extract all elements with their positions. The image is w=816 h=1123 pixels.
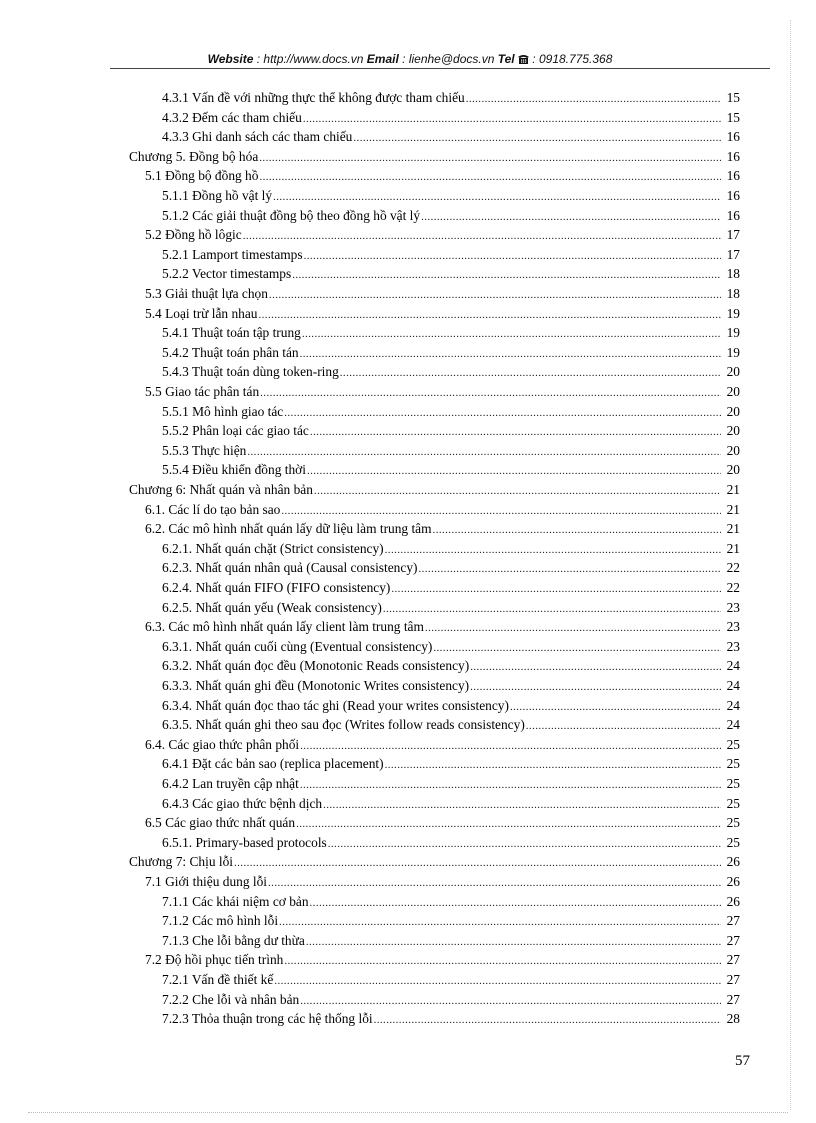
toc-entry-title: 6.4.3 Các giao thức bệnh dịch	[162, 795, 323, 811]
toc-entry-page: 23	[726, 619, 740, 635]
toc-entry-title: 6.3.4. Nhất quán đọc thao tác ghi (Read your writes consistency)	[162, 697, 509, 713]
toc-entry-page: 24	[726, 678, 740, 693]
toc-entry	[162, 264, 740, 284]
toc-entry-page: 24	[726, 697, 740, 713]
toc-entry	[162, 598, 740, 618]
toc-entry-page: 27	[726, 991, 740, 1007]
toc-entry-title: 5.4.1 Thuật toán tập trung	[162, 325, 301, 341]
toc-entry-page: 17	[726, 227, 740, 243]
header-divider	[110, 68, 770, 69]
toc-entry-title: 4.3.3 Ghi danh sách các tham chiếu	[162, 129, 353, 145]
toc-entry-title: 4.3.1 Vấn đề với những thực thể không được tham chiếu	[162, 90, 465, 105]
toc-entry-page: 27	[726, 952, 740, 968]
toc-entry-title: 7.1.1 Các khái niệm cơ bản	[162, 893, 309, 909]
toc-entry-page: 26	[726, 874, 740, 889]
toc-entry	[162, 794, 740, 814]
toc-entry-page: 25	[726, 756, 740, 772]
toc-entry-title: 6.3.3. Nhất quán ghi đều (Monotonic Writes consistency)	[162, 678, 470, 693]
toc-entry-title: 7.2 Độ hồi phục tiến trình	[145, 952, 284, 968]
toc-entry-page: 23	[726, 599, 740, 615]
toc-entry	[162, 343, 740, 363]
toc-entry-title: 7.1.3 Che lỗi bằng dư thừa	[162, 932, 305, 948]
toc-entry-title: 5.5 Giao tác phân tán	[145, 384, 260, 399]
page-number: 57	[735, 1053, 750, 1069]
toc-entry	[162, 108, 740, 128]
toc-entry-page: 24	[726, 658, 740, 674]
toc-entry-title: 6.4.1 Đặt các bản sao (replica placement)	[162, 756, 384, 772]
toc-entry-page: 15	[726, 109, 740, 125]
toc-entry	[162, 558, 740, 578]
toc-entry-title: 6.5.1. Primary-based protocols	[162, 834, 327, 850]
toc-entry	[162, 186, 740, 206]
toc-entry	[162, 833, 740, 853]
toc-entry	[145, 519, 740, 539]
toc-entry-page: 21	[726, 540, 740, 556]
toc-entry	[162, 323, 740, 343]
toc-entry	[129, 147, 740, 167]
toc-entry	[162, 970, 740, 990]
email-value: : lienhe@docs.vn	[398, 52, 498, 66]
toc-entry	[129, 480, 740, 500]
toc-entry	[162, 656, 740, 676]
toc-entry-title: 5.2.1 Lamport timestamps	[162, 246, 303, 262]
toc-entry-page: 15	[726, 90, 740, 105]
toc-entry-page: 22	[726, 580, 740, 595]
toc-entry	[162, 206, 740, 226]
toc-entry-page: 19	[726, 305, 740, 321]
toc-entry-title: 6.2.3. Nhất quán nhân quả (Causal consistency)	[162, 560, 418, 576]
toc-entry-page: 21	[726, 501, 740, 517]
toc-entry-page: 21	[726, 521, 740, 537]
toc-entry-title: 7.2.2 Che lỗi và nhân bản	[162, 991, 300, 1007]
toc-entry	[162, 676, 740, 696]
toc-entry-page: 28	[726, 1011, 740, 1027]
toc-entry-title: 5.1.1 Đồng hồ vật lý	[162, 188, 273, 203]
toc-entry-title: 6.3.5. Nhất quán ghi theo sau đọc (Writes follow reads consistency)	[162, 717, 525, 733]
toc-entry-page: 20	[726, 364, 740, 380]
toc-entry-title: 5.2 Đồng hồ lôgic	[145, 227, 242, 243]
toc-entry-page: 16	[726, 129, 740, 145]
toc-entry-title: 6.5 Các giao thức nhất quán	[145, 815, 296, 831]
toc-entry	[129, 852, 740, 872]
toc-entry-page: 27	[726, 913, 740, 929]
toc-entry-title: 7.1.2 Các mô hình lỗi	[162, 913, 279, 929]
toc-entry-title: 5.3 Giải thuật lựa chọn	[145, 286, 268, 301]
toc-entry-title: 6.3.2. Nhất quán đọc đều (Monotonic Reads consistency)	[162, 658, 470, 674]
toc-entry-page: 27	[726, 932, 740, 948]
toc-entry-page: 20	[726, 423, 740, 439]
website-label: Website	[207, 52, 254, 66]
toc-entry-title: 5.1 Đồng bộ đồng hồ	[145, 168, 259, 184]
toc-entry-title: 4.3.2 Đếm các tham chiếu	[162, 109, 302, 125]
toc-entry-title: 6.2. Các mô hình nhất quán lấy dữ liệu làm trung tâm	[145, 521, 432, 537]
toc-entry	[162, 578, 740, 598]
toc-entry	[145, 284, 740, 304]
toc-entry	[162, 892, 740, 912]
toc-entry-page: 20	[726, 403, 740, 419]
toc-entry-title: 6.4.2 Lan truyền cập nhật	[162, 776, 299, 791]
toc-entry-title: 5.5.3 Thực hiện	[162, 442, 247, 458]
toc-entry	[145, 950, 740, 970]
toc-entry-title: Chương 5. Đồng bộ hóa	[129, 148, 259, 164]
toc-entry-title: 7.2.3 Thỏa thuận trong các hệ thống lỗi	[162, 1011, 373, 1027]
phone-icon	[518, 54, 529, 64]
tel-value: : 0918.775.368	[528, 52, 613, 66]
toc-entry	[162, 911, 740, 931]
toc-entry-title: 5.1.2 Các giải thuật đồng bộ theo đồng hồ vật lý	[162, 207, 421, 223]
toc-entry	[162, 754, 740, 774]
toc-entry-page: 20	[726, 384, 740, 399]
toc-entry-page: 27	[726, 972, 740, 987]
toc-entry-page: 16	[726, 207, 740, 223]
toc-entry-page: 22	[726, 560, 740, 576]
toc-entry	[162, 539, 740, 559]
website-value: : http://www.docs.vn	[253, 52, 367, 66]
toc-entry-page: 16	[726, 148, 740, 164]
toc-entry	[145, 225, 740, 245]
toc-entry	[162, 245, 740, 265]
toc-entry-title: 7.2.1 Vấn đề thiết kế	[162, 972, 274, 987]
toc-entry-page: 19	[726, 344, 740, 360]
toc-entry	[162, 1009, 740, 1029]
toc-entry-page: 25	[726, 834, 740, 850]
toc-entry-title: 6.1. Các lí do tạo bản sao	[145, 501, 281, 517]
bottom-divider	[28, 1112, 788, 1113]
toc-entry-title: 5.4.3 Thuật toán dùng token-ring	[162, 364, 339, 380]
toc-entry-page: 21	[726, 482, 740, 497]
toc-entry	[145, 382, 740, 402]
toc-entry	[145, 166, 740, 186]
toc-entry	[162, 441, 740, 461]
toc-entry-page: 24	[726, 717, 740, 733]
toc-entry	[162, 637, 740, 657]
toc-entry-title: 5.2.2 Vector timestamps	[162, 266, 292, 282]
toc-entry-page: 16	[726, 188, 740, 203]
toc-entry	[162, 362, 740, 382]
toc-entry	[162, 931, 740, 951]
toc-entry-title: 6.2.5. Nhất quán yếu (Weak consistency)	[162, 599, 382, 615]
toc-entry-page: 25	[726, 776, 740, 791]
toc-entry-page: 20	[726, 442, 740, 458]
tel-label: Tel	[497, 52, 515, 66]
toc-entry	[145, 735, 740, 755]
page-header	[110, 52, 710, 68]
toc-entry-title: Chương 7: Chịu lỗi	[129, 854, 233, 870]
toc-entry-page: 19	[726, 325, 740, 341]
toc-entry	[145, 872, 740, 892]
toc-entry	[162, 990, 740, 1010]
toc-entry-title: 6.4. Các giao thức phân phối	[145, 736, 300, 752]
toc-entry-title: 5.5.2 Phân loại các giao tác	[162, 423, 309, 439]
toc-entry	[162, 696, 740, 716]
toc-leader-dots	[374, 1011, 721, 1031]
toc-entry	[145, 304, 740, 324]
toc-entry-page: 17	[726, 246, 740, 262]
toc-entry	[162, 421, 740, 441]
toc-entry	[145, 617, 740, 637]
toc-entry-title: 7.1 Giới thiệu dung lỗi	[145, 874, 268, 889]
toc-entry-title: 5.4 Loại trừ lẫn nhau	[145, 305, 258, 321]
toc-entry	[162, 88, 740, 108]
toc-entry	[162, 402, 740, 422]
toc-entry-title: 6.2.4. Nhất quán FIFO (FIFO consistency)	[162, 580, 391, 595]
toc-entry-page: 25	[726, 795, 740, 811]
toc-entry-page: 26	[726, 893, 740, 909]
toc-entry	[162, 715, 740, 735]
toc-entry-page: 25	[726, 815, 740, 831]
toc-entry-title: 6.3.1. Nhất quán cuối cùng (Eventual consistency)	[162, 638, 433, 654]
toc-entry	[145, 813, 740, 833]
toc-entry-page: 16	[726, 168, 740, 184]
toc-entry-title: 5.5.4 Điều khiển đồng thời	[162, 462, 306, 478]
toc-entry	[145, 500, 740, 520]
toc-entry-title: 6.2.1. Nhất quán chặt (Strict consistency)	[162, 540, 384, 556]
toc-entry-page: 20	[726, 462, 740, 478]
toc-entry-title: 5.5.1 Mô hình giao tác	[162, 403, 284, 419]
toc-entry-title: 6.3. Các mô hình nhất quán lấy client làm trung tâm	[145, 619, 424, 635]
toc-entry	[162, 774, 740, 794]
toc-entry-title: Chương 6: Nhất quán và nhân bản	[129, 482, 313, 497]
toc-entry-page: 18	[726, 286, 740, 301]
email-label: Email	[366, 52, 399, 66]
toc-entry-page: 26	[726, 854, 740, 870]
toc-entry-page: 25	[726, 736, 740, 752]
toc-entry	[162, 127, 740, 147]
toc-entry-title: 5.4.2 Thuật toán phân tán	[162, 344, 299, 360]
toc-entry-page: 23	[726, 638, 740, 654]
toc-entry	[162, 460, 740, 480]
toc-entry-page: 18	[726, 266, 740, 282]
right-margin-divider	[790, 20, 791, 1110]
